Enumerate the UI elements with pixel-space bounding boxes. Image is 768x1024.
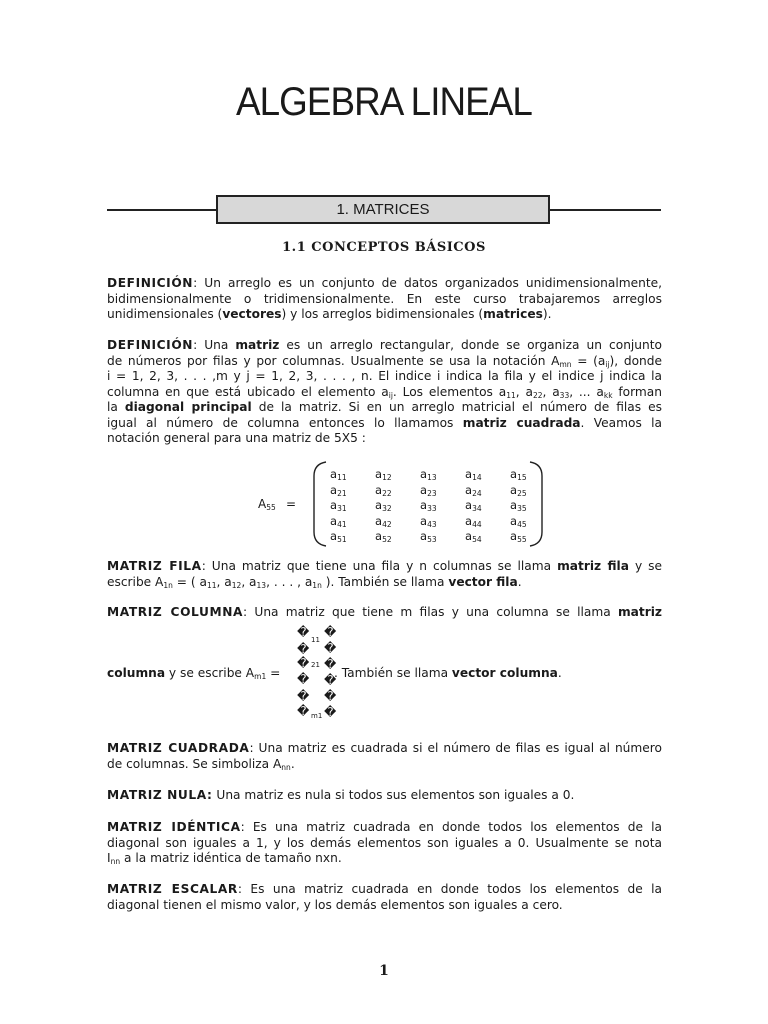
term: MATRIZ FILA	[107, 559, 202, 573]
text: columna en que está ubicado el elemento a	[107, 384, 389, 399]
left-paren	[314, 462, 326, 546]
text: escribe A	[107, 574, 164, 589]
keyword: vector columna	[451, 666, 558, 680]
matrix-label: $A_{55}$	[258, 497, 276, 512]
missing-glyph: �	[297, 689, 310, 703]
subscript: nn	[281, 762, 291, 772]
vector-subscript: 11	[311, 636, 320, 644]
subscript: 11	[506, 390, 516, 400]
matrix-cell: $a_{11}$	[330, 467, 347, 482]
subscript: kk	[603, 390, 613, 400]
matrix-cell: $a_{32}$	[375, 498, 392, 513]
subscript: nn	[110, 857, 121, 866]
matrix-cell: $a_{54}$	[465, 529, 482, 544]
text: la	[107, 400, 125, 414]
text: ), donde	[609, 353, 663, 368]
matrix-cell: $a_{12}$	[375, 467, 392, 482]
text: bidimensionalmente o tridimensionalmente. En este curso trabajaremos arreglos	[107, 291, 662, 306]
text: .	[517, 574, 522, 589]
missing-glyph: �	[324, 625, 337, 639]
text: y se escribe A	[165, 666, 255, 680]
section-rule-right	[549, 209, 661, 211]
text: ). También se llama	[321, 574, 449, 589]
missing-glyph: �	[297, 672, 310, 686]
matrix-cell: $a_{33}$	[420, 498, 437, 513]
matrix-cell: $a_{44}$	[465, 513, 482, 529]
text: unidimensionales (	[107, 307, 223, 321]
text: = (a	[571, 353, 606, 368]
keyword: matriz cuadrada	[462, 415, 581, 430]
text: , a	[542, 384, 560, 399]
text: forman	[612, 384, 662, 399]
keyword: matrices	[483, 307, 543, 321]
text: , a	[515, 384, 533, 399]
definition-matriz-cuadrada	[107, 741, 662, 772]
definition-matriz-columna-tail	[334, 666, 634, 682]
text: : Un arreglo es un conjunto de datos organizados unidimensionalmente,	[193, 276, 662, 290]
vector-subscript: m1	[311, 712, 323, 720]
text: ).	[542, 307, 552, 321]
subsection-heading: 1.1 CONCEPTOS BÁSICOS	[282, 240, 486, 255]
keyword: vector fila	[448, 574, 518, 589]
text: . También se llama	[334, 666, 452, 680]
matrix-cell: $a_{24}$	[465, 482, 482, 498]
term: MATRIZ IDÉNTICA	[107, 820, 241, 834]
text: : Es una matriz cuadrada en donde todos los elementos de la	[240, 820, 662, 834]
matrix-cell: $a_{55}$	[510, 529, 527, 544]
subscript: ij	[605, 359, 610, 369]
subscript: mn	[559, 359, 572, 369]
right-paren	[530, 462, 542, 546]
text: a la matriz idéntica de tamaño nxn.	[120, 851, 342, 865]
subscript: 22	[532, 390, 543, 400]
definition-arreglo	[107, 276, 662, 323]
text: diagonal son iguales a 1, y los demás elementos son iguales a 0. Usualmente se nota	[107, 835, 662, 850]
missing-glyph: �	[324, 673, 337, 687]
text: es un arreglo rectangular, donde se organiza un conjunto	[279, 338, 662, 352]
term: DEFINICIÓN	[107, 338, 194, 352]
matrix-cell: $a_{41}$	[330, 513, 347, 529]
page-number: 1	[379, 963, 389, 979]
missing-glyph: �	[297, 642, 310, 656]
matrix-cell: $a_{51}$	[330, 529, 347, 544]
document-title: ALGEBRA LINEAL	[235, 80, 532, 124]
text: de columnas. Se simboliza A	[107, 756, 282, 771]
text: i = 1, 2, 3, . . . ,m y j = 1, 2, 3, . . . , n. El indice i indica la fila y el indice j indica la	[107, 369, 662, 383]
subscript: 11	[207, 580, 217, 590]
subscript: 1n	[312, 580, 322, 590]
subscript: ij	[388, 390, 393, 400]
matrix-equals: =	[286, 497, 297, 511]
text: , . . . , a	[266, 574, 313, 589]
text: igual al número de columna entonces lo llamamos	[107, 415, 463, 430]
matrix-cell: $a_{13}$	[420, 467, 437, 482]
definition-matriz	[107, 338, 662, 447]
text: : Una matriz que tiene una fila y n columnas se llama	[201, 559, 558, 573]
matrix-cell: $a_{23}$	[420, 482, 437, 498]
matrix-cell: $a_{52}$	[375, 529, 392, 544]
text: =	[266, 666, 281, 680]
definition-matriz-nula	[107, 788, 662, 804]
keyword: matriz	[235, 338, 280, 352]
matrix-cell: $a_{25}$	[510, 482, 527, 498]
text: . Los elementos a	[392, 384, 507, 399]
text: , ... a	[569, 384, 604, 399]
text: diagonal tienen el mismo valor, y los demás elementos son iguales a cero.	[107, 897, 563, 912]
matrix-cell: $a_{31}$	[330, 498, 347, 513]
text: I	[107, 851, 111, 865]
text: notación general para una matriz de 5X5 :	[107, 431, 366, 445]
subscript: 33	[559, 390, 570, 400]
matrix-cell: $a_{35}$	[510, 498, 527, 513]
text: , a	[216, 574, 232, 589]
section-rule-left	[107, 209, 217, 211]
missing-glyph: �	[297, 656, 310, 670]
text: .	[557, 666, 562, 680]
text: Una matriz es nula si todos sus elementos son iguales a 0.	[212, 788, 575, 802]
missing-glyph: �	[297, 625, 310, 639]
vector-subscript: 21	[311, 661, 320, 669]
term: MATRIZ COLUMNA	[107, 605, 244, 619]
matrix-cell: $a_{34}$	[465, 498, 482, 513]
matrix-cell: $a_{15}$	[510, 467, 527, 482]
keyword: columna	[107, 666, 166, 680]
text: de números por filas y por columnas. Usualmente se usa la notación A	[107, 353, 560, 368]
term: MATRIZ NULA:	[107, 788, 213, 802]
text: , a	[241, 574, 257, 589]
missing-glyph: �	[324, 705, 337, 719]
definition-matriz-identica	[107, 820, 662, 867]
text: .	[290, 756, 295, 771]
matrix-cell: $a_{14}$	[465, 467, 482, 482]
text: de la matriz. Si en un arreglo matricial el número de filas es	[251, 400, 662, 414]
matrix-cell: $a_{42}$	[375, 513, 392, 529]
definition-matriz-escalar	[107, 882, 662, 913]
matrix-cell: $a_{53}$	[420, 529, 437, 544]
definition-matriz-fila	[107, 559, 662, 590]
missing-glyph: �	[297, 704, 310, 718]
matrix-cell: $a_{43}$	[420, 513, 437, 529]
text: y se	[628, 559, 662, 573]
term: MATRIZ CUADRADA	[107, 741, 250, 755]
subscript: m1	[254, 672, 267, 681]
term: DEFINICIÓN	[107, 276, 194, 290]
subscript: 13	[256, 580, 267, 590]
keyword: vectores	[222, 307, 282, 321]
text: : Es una matriz cuadrada en donde todos los elementos de la	[237, 882, 662, 896]
text: : Una matriz que tiene m filas y una columna se llama	[243, 605, 618, 619]
subscript: 1n	[163, 580, 173, 590]
text: . Veamos la	[580, 415, 662, 430]
missing-glyph: �	[324, 689, 337, 703]
text: : Una matriz es cuadrada si el número de filas es igual al número	[249, 741, 662, 755]
matrix-cell: $a_{22}$	[375, 482, 392, 498]
matrix-cell: $a_{45}$	[510, 513, 527, 529]
matrix-cell: $a_{21}$	[330, 482, 347, 498]
missing-glyph: �	[324, 657, 337, 671]
subscript: 12	[231, 580, 242, 590]
keyword: diagonal principal	[124, 400, 252, 414]
keyword: matriz fila	[557, 559, 629, 573]
text: ) y los arreglos bidimensionales (	[281, 307, 484, 321]
definition-matriz-columna-line1	[107, 605, 662, 621]
keyword: matriz	[617, 605, 663, 619]
term: MATRIZ ESCALAR	[107, 882, 238, 896]
section-heading: 1. MATRICES	[216, 195, 550, 224]
text: = ( a	[172, 574, 207, 589]
missing-glyph: �	[324, 641, 337, 655]
text: : Una	[193, 338, 236, 352]
